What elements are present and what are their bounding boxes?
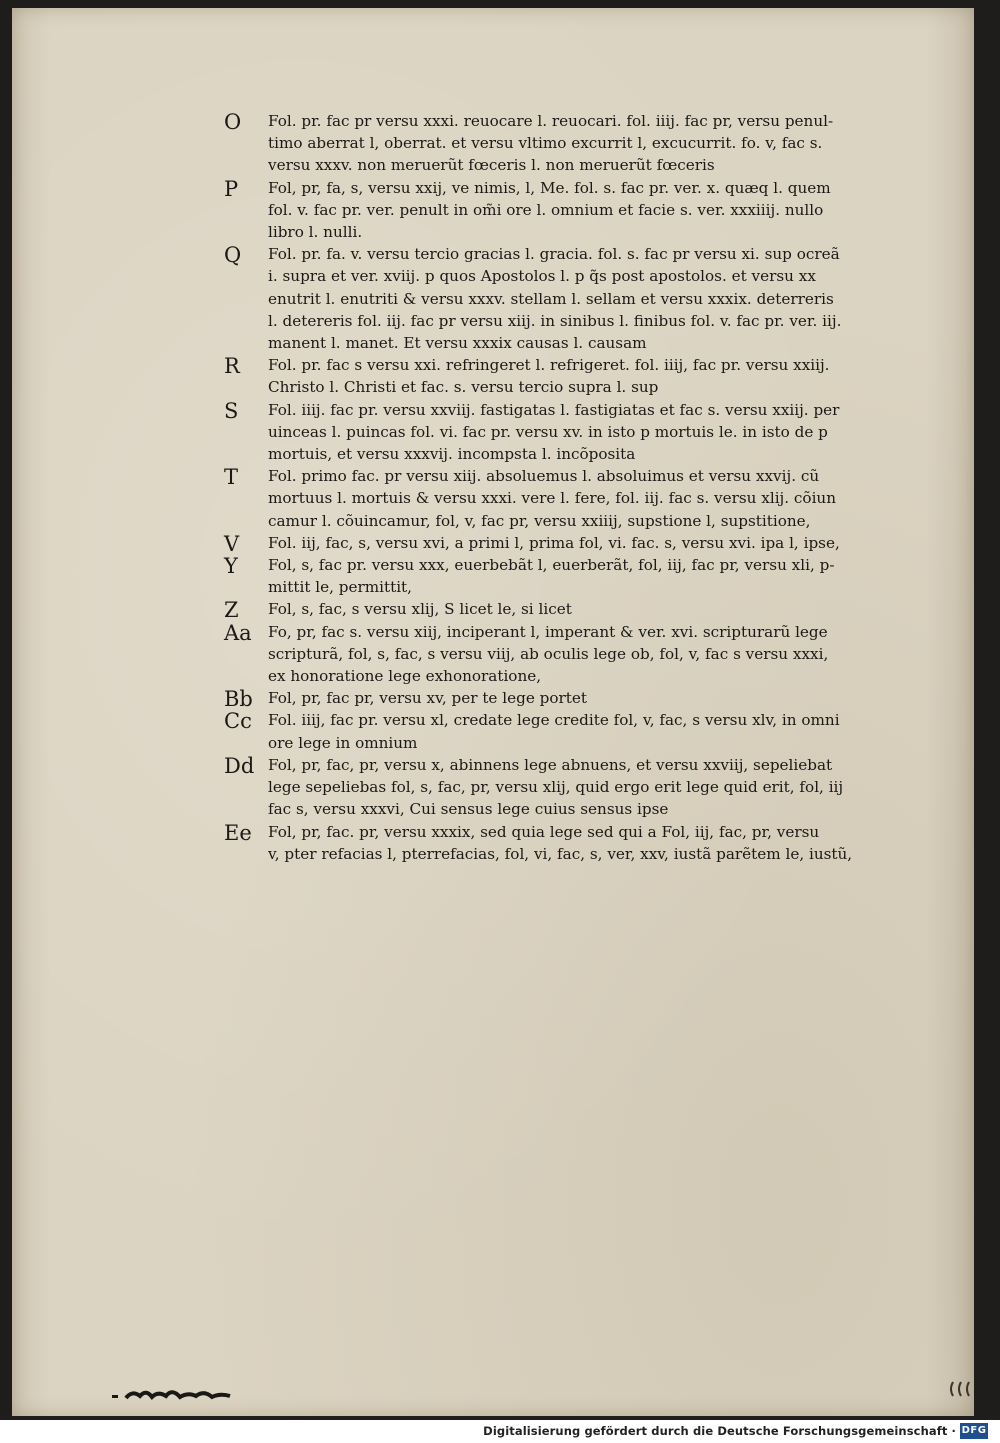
entry-line: manent l. manet. Et versu xxxix causas l. causam: [268, 334, 647, 353]
entry-letter: Z: [224, 598, 239, 623]
entry-line: Fol, pr, fac. pr, versu xxxix, sed quia lege sed qui a Fol, iij, fac, pr, versu: [268, 822, 820, 841]
book-page: [12, 8, 974, 1416]
entry-line: Fol, s, fac, s versu xlij, S licet le, si licet: [268, 600, 572, 619]
errata-entry: [224, 177, 874, 244]
entry-letter: Ee: [224, 820, 252, 845]
entry-line: enutrit l. enutriti & versu xxxv. stellam l. sellam et versu xxxix. deterreris: [268, 289, 834, 308]
errata-entry: [224, 709, 874, 753]
entry-line: mittit le, permittit,: [268, 578, 412, 597]
entry-line: scripturã, fol, s, fac, s versu viij, ab oculis lege ob, fol, v, fac s versu xxxi,: [268, 644, 829, 663]
errata-entry: [224, 399, 874, 466]
entry-letter: Bb: [224, 687, 253, 712]
entry-letter: T: [224, 465, 239, 490]
entry-line: Fol, pr, fac pr, versu xv, per te lege portet: [268, 689, 587, 708]
entry-letter: Dd: [224, 753, 255, 778]
errata-entry: [224, 532, 874, 554]
entry-line: fol. v. fac pr. ver. penult in om̃i ore l. omnium et facie s. ver. xxxiiij. nullo: [268, 200, 824, 219]
entry-line: Fol. primo fac. pr versu xiij. absoluemus l. absoluimus et versu xxvij. cũ: [268, 467, 820, 486]
entry-line: l. detereris fol. iij. fac pr versu xiij. in sinibus l. finibus fol. v. fac pr. ver. iij.: [268, 311, 842, 330]
entry-line: Fol. pr. fa. v. versu tercio gracias l. gracia. fol. s. fac pr versu xi. sup ocreã: [268, 245, 840, 264]
errata-entry: [224, 754, 874, 821]
errata-entry: [224, 554, 874, 598]
errata-list: [224, 110, 874, 865]
errata-entry: [224, 687, 874, 712]
entry-letter: S: [224, 398, 239, 423]
margin-mark: [947, 1378, 977, 1400]
entry-line: mortuus l. mortuis & versu xxxi. vere l. fere, fol. iij. fac s. versu xlij. cõiun: [268, 489, 836, 508]
entry-line: lege sepeliebas fol, s, fac, pr, versu xlij, quid ergo erit lege quid erit, fol, iij: [268, 778, 844, 797]
errata-entry: [224, 243, 874, 354]
entry-line: Christo l. Christi et fac. s. versu tercio supra l. sup: [268, 378, 659, 397]
entry-line: versu xxxv. non meruerũt fœceris l. non meruerũt fœceris: [268, 156, 715, 175]
entry-line: i. supra et ver. xviij. p quos Apostolos l. p q̃s post apostolos. et versu xx: [268, 267, 816, 286]
entry-letter: O: [224, 110, 242, 134]
entry-line: Fol. iij, fac, s, versu xvi, a primi l, prima fol, vi. fac. s, versu xvi. ipa l, ipse,: [268, 533, 840, 552]
entry-line: libro l. nulli.: [268, 223, 363, 242]
errata-entry: [224, 598, 874, 623]
errata-entry: [224, 821, 874, 865]
dfg-logo: DFG: [960, 1423, 988, 1439]
entry-line: Fol, pr, fac, pr, versu x, abinnens lege abnuens, et versu xxviij, sepeliebat: [268, 755, 833, 774]
entry-letter: Cc: [224, 709, 252, 734]
entry-line: mortuis, et versu xxxvij. incompsta l. incõposita: [268, 445, 636, 464]
entry-line: Fol. iiij, fac pr. versu xl, credate lege credite fol, v, fac, s versu xlv, in omni: [268, 711, 840, 730]
entry-letter: Aa: [224, 620, 252, 645]
entry-line: Fol. pr. fac pr versu xxxi. reuocare l. reuocari. fol. iiij. fac pr, versu penul-: [268, 112, 834, 130]
errata-entry: [224, 354, 874, 398]
entry-line: v, pter refacias l, pterrefacias, fol, vi, fac, s, ver, xxv, iustã parẽtem le, iustũ,: [268, 844, 853, 863]
entry-letter: Q: [224, 243, 242, 268]
funding-credit: Digitalisierung gefördert durch die Deutsche Forschungsgemeinschaft ·: [483, 1424, 956, 1438]
entry-line: Fol. pr. fac s versu xxi. refringeret l. refrigeret. fol. iiij, fac pr. versu xxiij.: [268, 356, 830, 375]
entry-line: ore lege in omnium: [268, 733, 418, 752]
errata-entry: [224, 621, 874, 688]
entry-line: Fol, pr, fa, s, versu xxij, ve nimis, l, Me. fol. s. fac pr. ver. x. quæq l. quem: [268, 178, 831, 197]
entry-line: fac s, versu xxxvi, Cui sensus lege cuius sensus ipse: [268, 800, 669, 819]
entry-line: camur l. cõuincamur, fol, v, fac pr, versu xxiiij, supstione l, supstitione,: [268, 511, 811, 530]
entry-line: ex honoratione lege exhonoratione,: [268, 667, 542, 686]
entry-letter: R: [224, 354, 240, 379]
entry-line: uinceas l. puincas fol. vi. fac pr. versu xv. in isto p mortuis le. in isto de p: [268, 422, 828, 441]
errata-entry: [224, 110, 874, 177]
digitization-footer: [0, 1420, 1000, 1443]
entry-letter: P: [224, 176, 239, 201]
entry-line: timo aberrat l, oberrat. et versu vltimo excurrit l, excucurrit. fo. v, fac s.: [268, 134, 823, 153]
ink-blot-mark: [112, 1386, 242, 1402]
errata-entry: [224, 465, 874, 532]
entry-letter: Y: [224, 554, 238, 579]
entry-line: Fo, pr, fac s. versu xiij, inciperant l, imperant & ver. xvi. scripturarũ lege: [268, 622, 828, 641]
entry-line: Fol, s, fac pr. versu xxx, euerbebãt l, euerberãt, fol, iij, fac pr, versu xli, p-: [268, 556, 835, 575]
entry-line: Fol. iiij. fac pr. versu xxviij. fastigatas l. fastigiatas et fac s. versu xxiij. per: [268, 400, 840, 419]
entry-letter: V: [224, 531, 240, 556]
